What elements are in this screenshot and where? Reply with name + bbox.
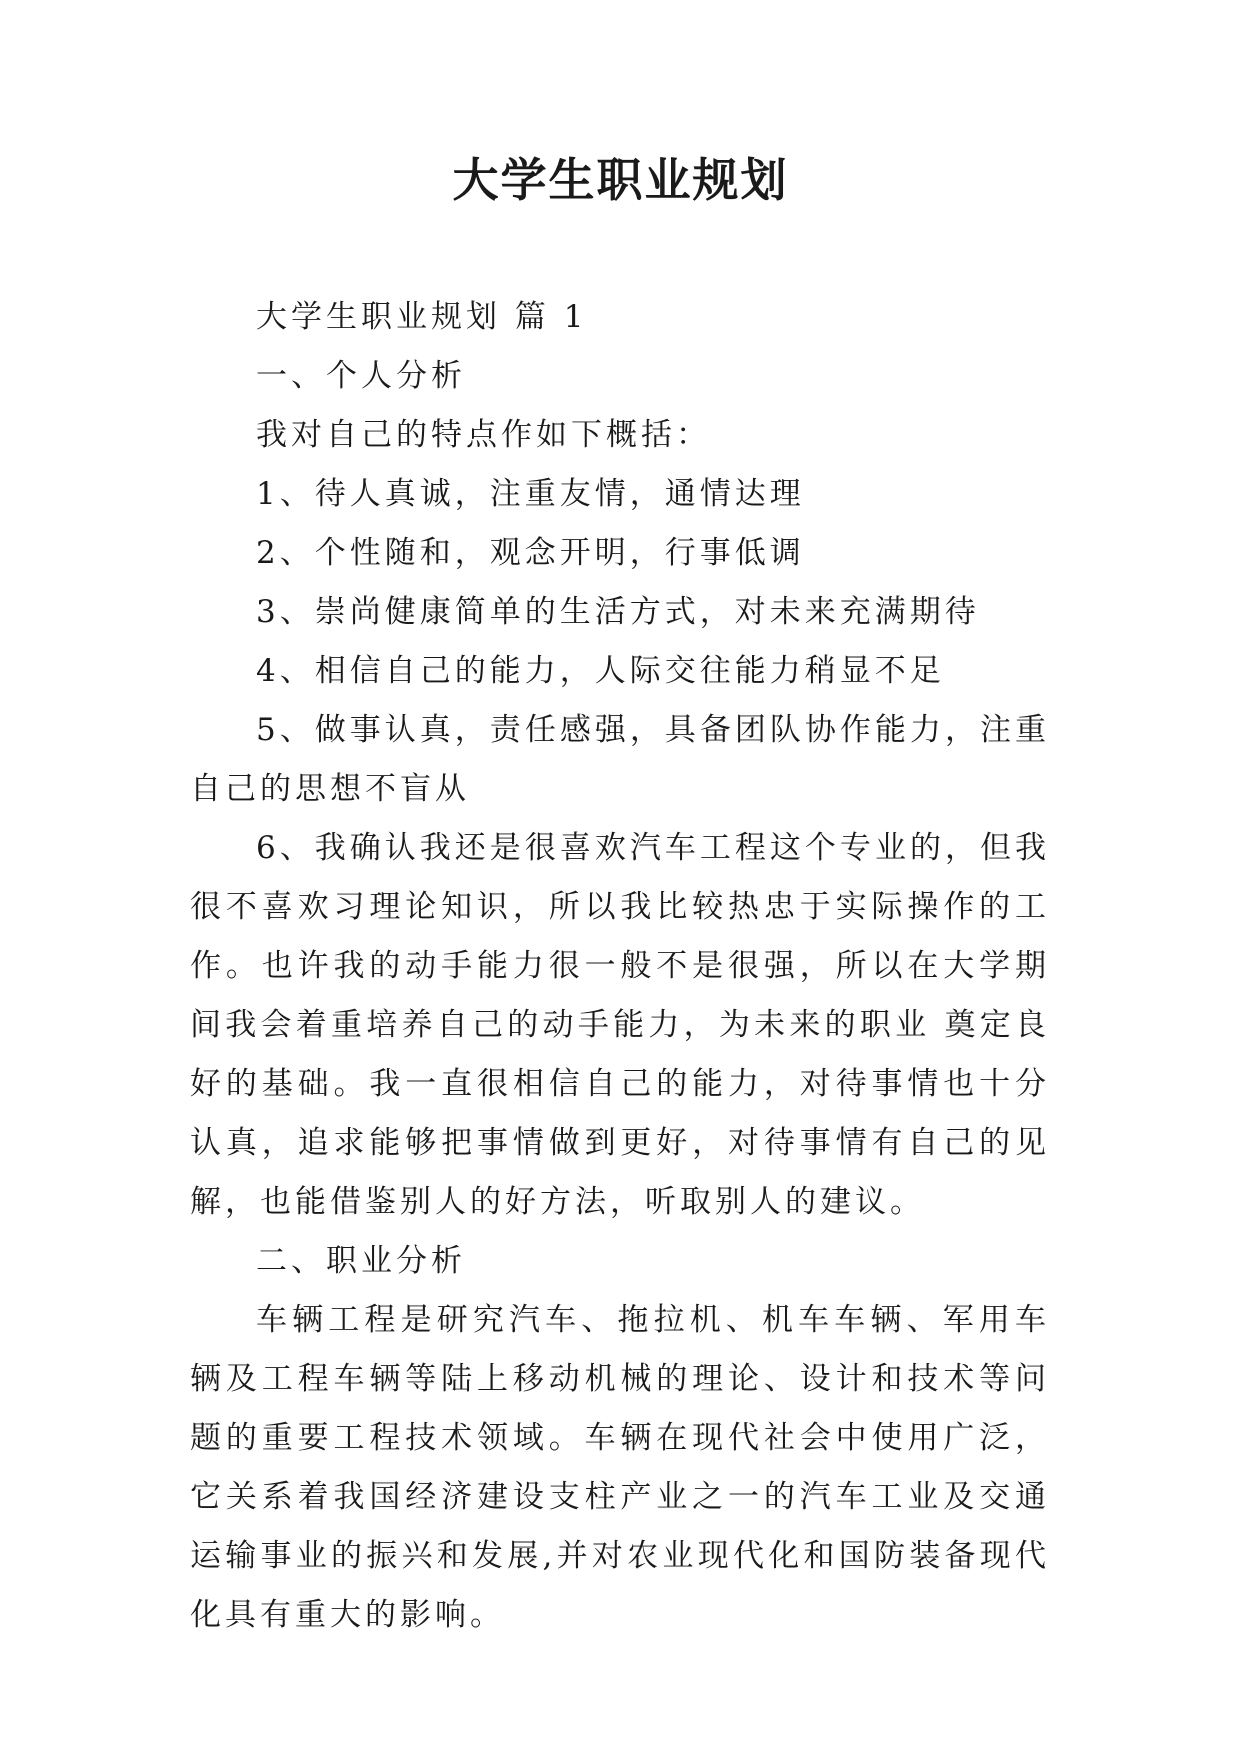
paragraph: 车辆工程是研究汽车、拖拉机、机车车辆、军用车辆及工程车辆等陆上移动机械的理论、设计和技术等问题的重要工程技术领域。车辆在现代社会中使用广泛，它关系着我国经济建设支柱产业之一的汽车工业及交通运输事业的振兴和发展,并对农业现代化和国防装备现代化具有重大的影响。 xyxy=(190,1302,1050,1633)
subsection-heading: 一、个人分析 xyxy=(256,358,466,394)
list-item: 6、我确认我还是很喜欢汽车工程这个专业的，但我很不喜欢习理论知识，所以我比较热忠于实际操作的工作。也许我的动手能力很一般不是很强，所以在大学期间我会着重培养自己的动手能力，为未来的职业 奠定良好的基础。我一直很相信自己的能力，对待事情也十分认真，追求能够把事情做到更好，对待事情有自己的见解，也能借鉴别人的好方法，听取别人的建议。 xyxy=(190,830,1050,1220)
paragraph: 我对自己的特点作如下概括： xyxy=(256,417,711,453)
list-item: 1、待人真诚，注重友情，通情达理 xyxy=(256,476,805,512)
subsection-heading: 二、职业分析 xyxy=(256,1243,466,1279)
list-item: 3、崇尚健康简单的生活方式，对未来充满期待 xyxy=(256,594,980,630)
list-item: 5、做事认真，责任感强，具备团队协作能力，注重自己的思想不盲从 xyxy=(190,712,1050,807)
list-item: 2、个性随和，观念开明，行事低调 xyxy=(256,535,805,571)
list-item: 4、相信自己的能力，人际交往能力稍显不足 xyxy=(256,653,945,689)
section-heading: 大学生职业规划 篇 1 xyxy=(256,299,588,335)
document-title: 大学生职业规划 xyxy=(452,153,789,207)
document-body xyxy=(190,288,1050,1645)
